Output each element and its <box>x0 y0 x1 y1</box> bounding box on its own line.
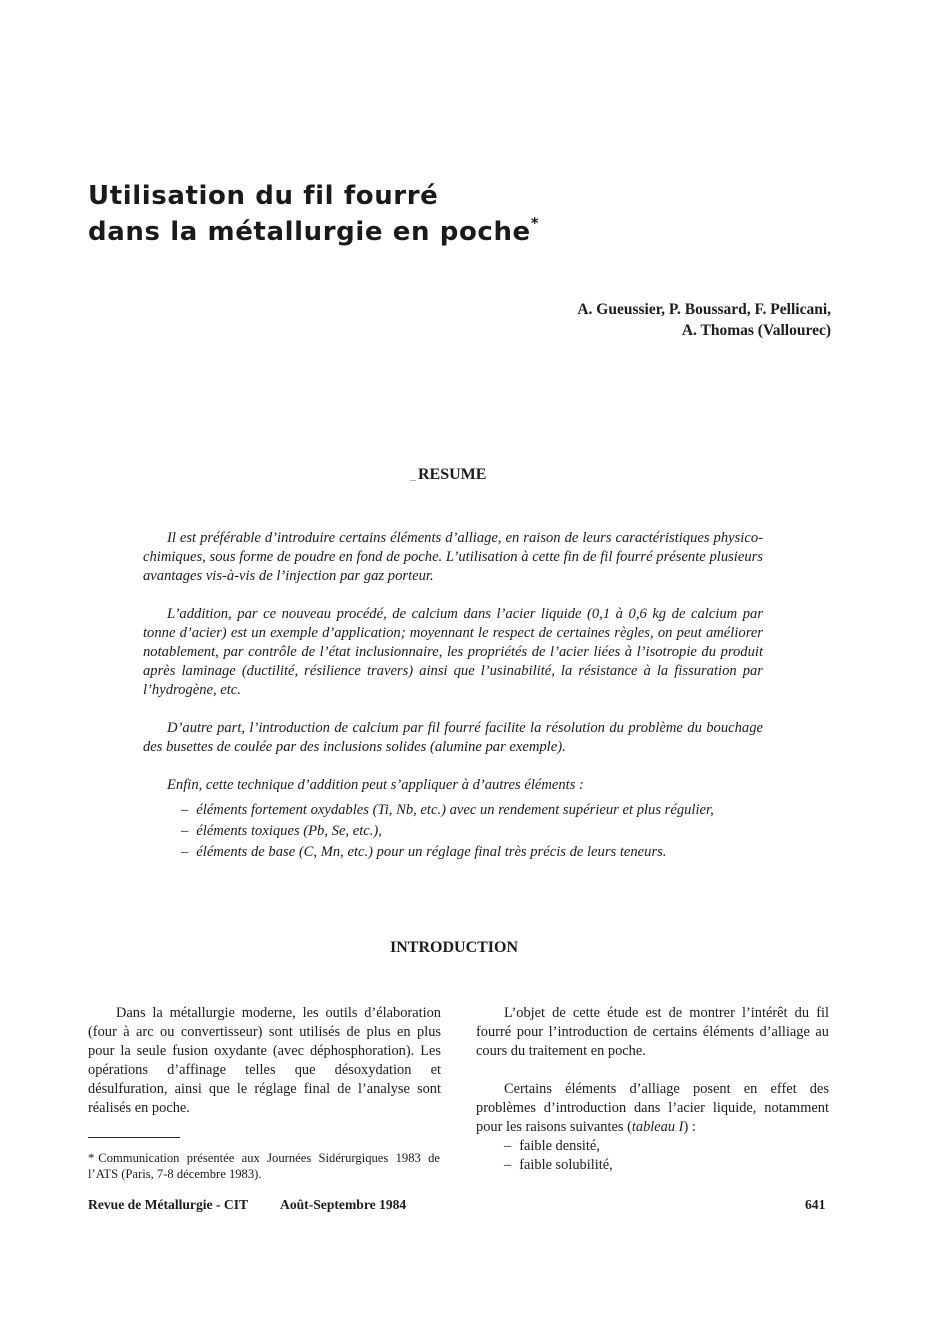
footer-journal: Revue de Métallurgie - CIT <box>88 1197 249 1212</box>
intro-right-paragraph-1: L’objet de cette étude est de montrer l’intérêt du fil fourré pour l’introduction de certains éléments d’alliage au cours du traitement en poche. <box>476 1005 829 1059</box>
list-item <box>476 1156 829 1175</box>
abstract <box>143 529 763 864</box>
heading-dash: _ <box>410 468 416 482</box>
footnote <box>88 1150 440 1182</box>
author-list <box>577 299 831 341</box>
list-item <box>476 1137 829 1156</box>
abstract-element-list <box>143 801 763 862</box>
footnote-text: Communication présentée aux Journées Sidérurgiques 1983 de l’ATS (Paris, 7-8 décembre 1983). <box>88 1151 440 1181</box>
intro-right-paragraph-2 <box>476 1080 829 1137</box>
list-item-text: éléments toxiques (Pb, Se, etc.), <box>196 823 382 839</box>
intro-right-paragraph-2-start: Certains éléments d’alliage posent en effet des problèmes d’introduction dans l’acier liquide, notamment pour les raisons suivantes ( <box>476 1081 829 1135</box>
table-reference: tableau I <box>631 1119 684 1135</box>
list-dash: – <box>504 1157 512 1173</box>
footnote-mark: * <box>88 1151 95 1165</box>
reasons-list <box>476 1137 829 1175</box>
title-line-2 <box>88 214 539 250</box>
list-item <box>143 801 763 820</box>
left-column <box>88 1004 441 1137</box>
list-item-text: faible solubilité, <box>519 1157 613 1173</box>
footnote-divider <box>88 1137 180 1138</box>
list-item-text: éléments de base (C, Mn, etc.) pour un réglage final très précis de leurs teneurs. <box>196 844 667 860</box>
page-number: 641 <box>805 1197 826 1212</box>
article-title <box>88 178 539 250</box>
list-dash: – <box>504 1138 512 1154</box>
authors-line-2: A. Thomas (Vallourec) <box>681 322 831 339</box>
abstract-paragraph-1: Il est préférable d’introduire certains éléments d’alliage, en raison de leurs caractéristiques physico-chimiques, sous forme de poudre en fond de poche. L’utilisation à cette fin de fil fourré présente plusieurs avantages vis-à-vis de l’injection par gaz porteur. <box>143 530 763 584</box>
list-dash: – <box>181 844 189 860</box>
resume-heading <box>410 465 486 485</box>
intro-left-paragraph: Dans la métallurgie moderne, les outils d’élaboration (four à arc ou convertisseur) sont utilisés de plus en plus pour la seule fusion oxydante (avec déphosphoration). Les opérations d’affinage telles que désoxydation et désulfuration, ainsi que le réglage final de l’analyse sont réalisés en poche. <box>88 1005 441 1116</box>
list-dash: – <box>181 802 189 818</box>
list-dash: – <box>181 823 189 839</box>
list-item <box>143 822 763 841</box>
list-item <box>143 843 763 862</box>
abstract-paragraph-3: D’autre part, l’introduction de calcium par fil fourré facilite la résolution du problème du bouchage des busettes de coulée par des inclusions solides (alumine par exemple). <box>143 720 763 755</box>
list-item-text: éléments fortement oxydables (Ti, Nb, etc.) avec un rendement supérieur et plus régulier, <box>196 802 714 818</box>
title-line-1: Utilisation du fil fourré <box>88 181 439 211</box>
introduction-heading: INTRODUCTION <box>390 939 519 956</box>
authors-line-1: A. Gueussier, P. Boussard, F. Pellicani, <box>577 301 831 318</box>
footer-date: Août-Septembre 1984 <box>280 1197 407 1212</box>
abstract-paragraph-4: Enfin, cette technique d’addition peut s’appliquer à d’autres éléments : <box>167 777 584 793</box>
abstract-paragraph-2: L’addition, par ce nouveau procédé, de calcium dans l’acier liquide (0,1 à 0,6 kg de calcium par tonne d’acier) est un exemple d’application; moyennant le respect de certaines règles, on peut améliorer notablement, par contrôle de l’état inclusionnaire, les propriétés de l’acier liées à l’isotropie du produit après laminage (ductilité, résilience travers) ainsi que l’usinabilité, la résistance à la fissuration par l’hydrogène, etc. <box>143 606 763 698</box>
resume-heading-text: RESUME <box>418 466 487 483</box>
title-line-2-text: dans la métallurgie en poche <box>88 217 531 247</box>
intro-right-paragraph-2-end: ) : <box>683 1119 696 1135</box>
title-footnote-mark: * <box>530 214 540 232</box>
right-column <box>476 1004 829 1175</box>
list-item-text: faible densité, <box>519 1138 600 1154</box>
